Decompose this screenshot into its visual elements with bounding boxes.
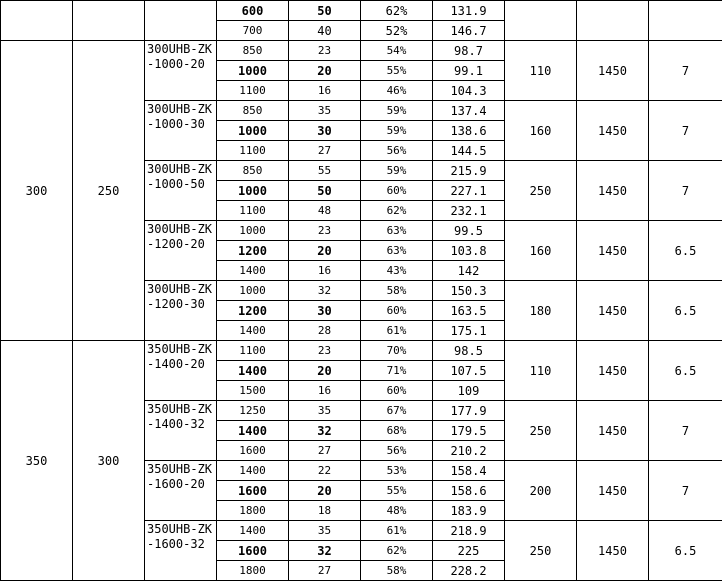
efficiency-cell: 62%: [361, 201, 433, 221]
shaft-power-cell: 210.2: [433, 441, 505, 461]
shaft-power-cell: 163.5: [433, 301, 505, 321]
flow-cell: 1100: [217, 141, 289, 161]
shaft-power-cell: 225: [433, 541, 505, 561]
efficiency-cell: 55%: [361, 61, 433, 81]
motor-power-cell: 200: [505, 461, 577, 521]
shaft-power-cell: 228.2: [433, 561, 505, 581]
motor-power-cell: 110: [505, 41, 577, 101]
model-cell: 350UHB-ZK-1600-32: [145, 521, 217, 581]
shaft-power-cell: 215.9: [433, 161, 505, 181]
npsh-cell: 7: [649, 161, 722, 221]
efficiency-cell: 63%: [361, 241, 433, 261]
efficiency-cell: 71%: [361, 361, 433, 381]
efficiency-cell: 43%: [361, 261, 433, 281]
efficiency-cell: 58%: [361, 561, 433, 581]
shaft-power-cell: 99.1: [433, 61, 505, 81]
efficiency-cell: 60%: [361, 181, 433, 201]
model-cell: 350UHB-ZK-1400-32: [145, 401, 217, 461]
motor-power-cell: 110: [505, 341, 577, 401]
flow-cell: 1200: [217, 241, 289, 261]
efficiency-cell: 68%: [361, 421, 433, 441]
shaft-power-cell: 99.5: [433, 221, 505, 241]
head-cell: 40: [289, 21, 361, 41]
head-cell: 20: [289, 241, 361, 261]
efficiency-cell: 46%: [361, 81, 433, 101]
head-cell: 20: [289, 61, 361, 81]
efficiency-cell: 55%: [361, 481, 433, 501]
efficiency-cell: 60%: [361, 301, 433, 321]
head-cell: 35: [289, 521, 361, 541]
flow-cell: 1600: [217, 441, 289, 461]
head-cell: 50: [289, 1, 361, 21]
model-cell: 300UHB-ZK-1000-50: [145, 161, 217, 221]
flow-cell: 1400: [217, 361, 289, 381]
motor-power-cell: 180: [505, 281, 577, 341]
flow-cell: 1400: [217, 521, 289, 541]
flow-cell: 850: [217, 161, 289, 181]
model-cell: 350UHB-ZK-1600-20: [145, 461, 217, 521]
head-cell: 27: [289, 561, 361, 581]
head-cell: 30: [289, 121, 361, 141]
speed-cell: 1450: [577, 161, 649, 221]
flow-cell: 1000: [217, 61, 289, 81]
head-cell: 48: [289, 201, 361, 221]
flow-cell: 600: [217, 1, 289, 21]
npsh-cell: 7: [649, 101, 722, 161]
flow-cell: 1400: [217, 421, 289, 441]
npsh-cell: 6.5: [649, 341, 722, 401]
flow-cell: 1000: [217, 281, 289, 301]
flow-cell: 1250: [217, 401, 289, 421]
shaft-power-cell: 232.1: [433, 201, 505, 221]
npsh-cell: 6.5: [649, 221, 722, 281]
head-cell: 35: [289, 401, 361, 421]
shaft-power-cell: 142: [433, 261, 505, 281]
head-cell: 55: [289, 161, 361, 181]
flow-cell: 1200: [217, 301, 289, 321]
efficiency-cell: 62%: [361, 541, 433, 561]
speed-cell: 1450: [577, 41, 649, 101]
flow-cell: 700: [217, 21, 289, 41]
head-cell: 23: [289, 341, 361, 361]
head-cell: 16: [289, 261, 361, 281]
flow-cell: 1800: [217, 501, 289, 521]
npsh-cell: 6.5: [649, 281, 722, 341]
head-cell: 32: [289, 281, 361, 301]
flow-cell: 1500: [217, 381, 289, 401]
efficiency-cell: 52%: [361, 21, 433, 41]
shaft-power-cell: 144.5: [433, 141, 505, 161]
shaft-power-cell: 137.4: [433, 101, 505, 121]
efficiency-cell: 59%: [361, 161, 433, 181]
model-cell: 300UHB-ZK-1200-30: [145, 281, 217, 341]
outlet-cell: 300: [73, 341, 145, 581]
shaft-power-cell: 158.4: [433, 461, 505, 481]
head-cell: 16: [289, 81, 361, 101]
table-row: [1, 341, 722, 361]
efficiency-cell: 63%: [361, 221, 433, 241]
shaft-power-cell: 109: [433, 381, 505, 401]
flow-cell: 1400: [217, 321, 289, 341]
flow-cell: 1000: [217, 221, 289, 241]
head-cell: 28: [289, 321, 361, 341]
inlet-cell: 350: [1, 341, 73, 581]
head-cell: 35: [289, 101, 361, 121]
shaft-power-cell: 104.3: [433, 81, 505, 101]
table-row: [1, 41, 722, 61]
motor-power-cell: 250: [505, 401, 577, 461]
flow-cell: 1000: [217, 121, 289, 141]
npsh-cell: 7: [649, 401, 722, 461]
head-cell: 23: [289, 221, 361, 241]
flow-cell: 1800: [217, 561, 289, 581]
flow-cell: 1400: [217, 261, 289, 281]
shaft-power-cell: 131.9: [433, 1, 505, 21]
outlet-cell: [73, 1, 145, 41]
shaft-power-cell: 138.6: [433, 121, 505, 141]
motor-power-cell: 160: [505, 221, 577, 281]
efficiency-cell: 67%: [361, 401, 433, 421]
shaft-power-cell: 146.7: [433, 21, 505, 41]
head-cell: 18: [289, 501, 361, 521]
flow-cell: 1100: [217, 81, 289, 101]
shaft-power-cell: 150.3: [433, 281, 505, 301]
head-cell: 32: [289, 541, 361, 561]
flow-cell: 1100: [217, 201, 289, 221]
flow-cell: 1000: [217, 181, 289, 201]
head-cell: 23: [289, 41, 361, 61]
efficiency-cell: 59%: [361, 101, 433, 121]
flow-cell: 850: [217, 41, 289, 61]
outlet-cell: 250: [73, 41, 145, 341]
efficiency-cell: 54%: [361, 41, 433, 61]
model-cell: [145, 1, 217, 41]
speed-cell: 1450: [577, 401, 649, 461]
efficiency-cell: 62%: [361, 1, 433, 21]
shaft-power-cell: 183.9: [433, 501, 505, 521]
speed-cell: 1450: [577, 461, 649, 521]
efficiency-cell: 61%: [361, 321, 433, 341]
efficiency-cell: 61%: [361, 521, 433, 541]
model-cell: 300UHB-ZK-1000-20: [145, 41, 217, 101]
head-cell: 27: [289, 441, 361, 461]
head-cell: 27: [289, 141, 361, 161]
motor-power-cell: 160: [505, 101, 577, 161]
shaft-power-cell: 158.6: [433, 481, 505, 501]
motor-power-cell: 250: [505, 521, 577, 581]
model-cell: 300UHB-ZK-1000-30: [145, 101, 217, 161]
head-cell: 32: [289, 421, 361, 441]
npsh-cell: [649, 1, 722, 41]
efficiency-cell: 70%: [361, 341, 433, 361]
head-cell: 22: [289, 461, 361, 481]
model-cell: 350UHB-ZK-1400-20: [145, 341, 217, 401]
flow-cell: 850: [217, 101, 289, 121]
head-cell: 50: [289, 181, 361, 201]
shaft-power-cell: 98.7: [433, 41, 505, 61]
shaft-power-cell: 175.1: [433, 321, 505, 341]
speed-cell: 1450: [577, 221, 649, 281]
model-cell: 300UHB-ZK-1200-20: [145, 221, 217, 281]
shaft-power-cell: 177.9: [433, 401, 505, 421]
flow-cell: 1600: [217, 541, 289, 561]
flow-cell: 1600: [217, 481, 289, 501]
shaft-power-cell: 218.9: [433, 521, 505, 541]
shaft-power-cell: 98.5: [433, 341, 505, 361]
efficiency-cell: 56%: [361, 141, 433, 161]
flow-cell: 1400: [217, 461, 289, 481]
efficiency-cell: 56%: [361, 441, 433, 461]
npsh-cell: 7: [649, 41, 722, 101]
shaft-power-cell: 179.5: [433, 421, 505, 441]
head-cell: 16: [289, 381, 361, 401]
shaft-power-cell: 227.1: [433, 181, 505, 201]
speed-cell: 1450: [577, 341, 649, 401]
npsh-cell: 6.5: [649, 521, 722, 581]
shaft-power-cell: 103.8: [433, 241, 505, 261]
head-cell: 20: [289, 481, 361, 501]
table-row: [1, 1, 722, 21]
speed-cell: 1450: [577, 521, 649, 581]
shaft-power-cell: 107.5: [433, 361, 505, 381]
efficiency-cell: 53%: [361, 461, 433, 481]
speed-cell: 1450: [577, 101, 649, 161]
efficiency-cell: 60%: [361, 381, 433, 401]
efficiency-cell: 48%: [361, 501, 433, 521]
motor-power-cell: [505, 1, 577, 41]
efficiency-cell: 59%: [361, 121, 433, 141]
motor-power-cell: 250: [505, 161, 577, 221]
speed-cell: [577, 1, 649, 41]
inlet-cell: 300: [1, 41, 73, 341]
speed-cell: 1450: [577, 281, 649, 341]
efficiency-cell: 58%: [361, 281, 433, 301]
head-cell: 30: [289, 301, 361, 321]
npsh-cell: 7: [649, 461, 722, 521]
inlet-cell: [1, 1, 73, 41]
flow-cell: 1100: [217, 341, 289, 361]
head-cell: 20: [289, 361, 361, 381]
pump-spec-table-body: [1, 1, 722, 581]
